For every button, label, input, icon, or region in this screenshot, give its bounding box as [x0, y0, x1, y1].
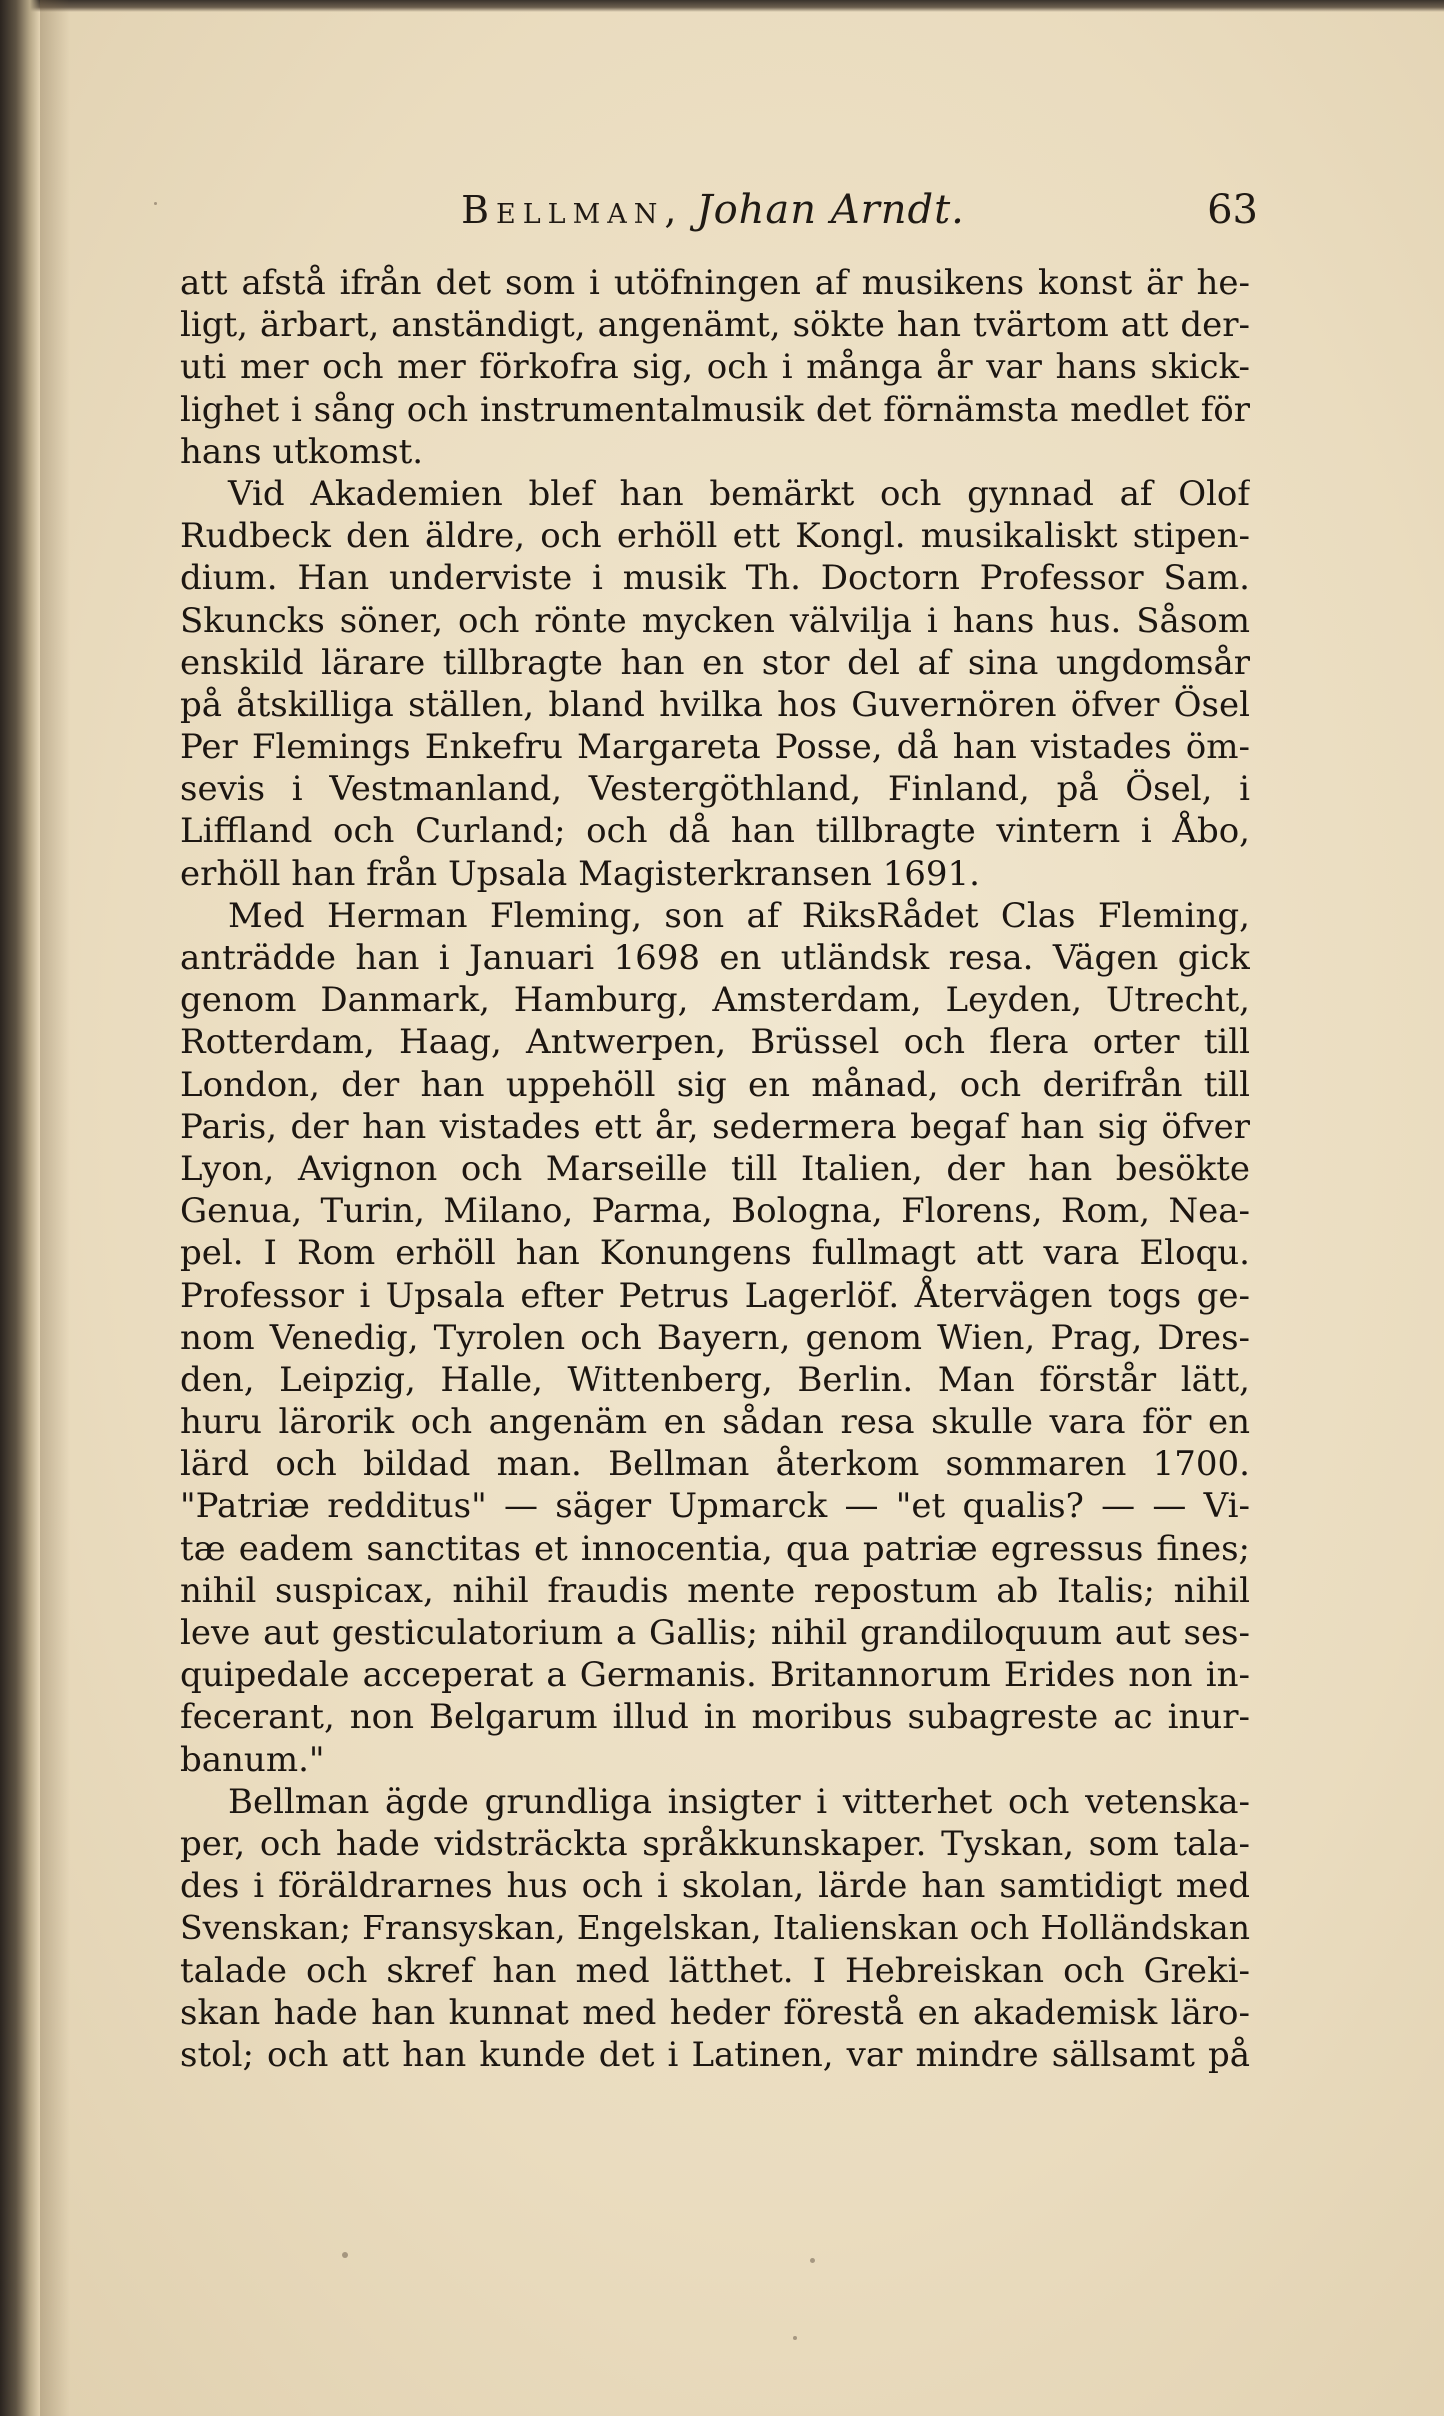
text-line: Lyon, Avignon och Marseille till Italien, der han besökte [180, 1148, 1250, 1189]
text-line: skan hade han kunnat med heder förestå en akademisk läro- [180, 1992, 1250, 2033]
running-title-name: Bellman, [461, 188, 684, 232]
text-line: pel. I Rom erhöll han Konungens fullmagt att vara Eloqu. [180, 1233, 1250, 1274]
text-line: leve aut gesticulatorium a Gallis; nihil grandiloquum aut ses- [180, 1613, 1250, 1653]
running-title-given-names: Johan Arndt. [696, 187, 965, 233]
text-line: nom Venedig, Tyrolen och Bayern, genom Wien, Prag, Dres- [180, 1317, 1250, 1358]
text-line: des i föräldrarnes hus och i skolan, lärde han samtidigt med [180, 1866, 1250, 1907]
page-header [168, 180, 1258, 240]
text-line: ligt, ärbart, anständigt, angenämt, sökte han tvärtom att der- [180, 305, 1250, 346]
text-line: lighet i sång och instrumentalmusik det förnämsta medlet för [180, 389, 1250, 430]
text-line: tæ eadem sanctitas et innocentia, qua patriæ egressus fines; [180, 1528, 1250, 1569]
text-line: "Patriæ redditus" — säger Upmarck — "et qualis? — — Vi- [180, 1486, 1250, 1527]
text-line: Rotterdam, Haag, Antwerpen, Brüssel och flera orter till [180, 1022, 1250, 1063]
text-line: uti mer och mer förkofra sig, och i många år var hans skick- [180, 347, 1250, 388]
text-line: lärd och bildad man. Bellman återkom sommaren 1700. [180, 1444, 1250, 1485]
page-number: 63 [1207, 187, 1258, 233]
text-line: London, der han uppehöll sig en månad, och derifrån till [180, 1064, 1250, 1105]
text-line: Paris, der han vistades ett år, sedermera begaf han sig öfver [180, 1106, 1250, 1147]
text-line: erhöll han från Upsala Magisterkransen 1691. [180, 853, 980, 894]
text-line: stol; och att han kunde det i Latinen, var mindre sällsamt på [180, 2034, 1250, 2075]
text-line: banum." [180, 1739, 325, 1780]
text-line: talade och skref han med lätthet. I Hebreiskan och Greki- [180, 1950, 1250, 1991]
text-line: Liffland och Curland; och då han tillbragte vintern i Åbo, [180, 811, 1250, 852]
binding-edge [0, 0, 40, 2416]
text-line: Per Flemings Enkefru Margareta Posse, då han vistades öm- [180, 727, 1250, 768]
text-line: att afstå ifrån det som i utöfningen af musikens konst är he- [180, 263, 1250, 303]
text-line: Bellman ägde grundliga insigter i vitterhet och vetenska- [228, 1781, 1250, 1822]
text-line: Vid Akademien blef han bemärkt och gynnad af Olof [228, 473, 1250, 514]
text-line: per, och hade vidsträckta språkkunskaper. Tyskan, som tala- [180, 1823, 1250, 1864]
running-title [168, 180, 1258, 240]
text-line: dium. Han underviste i musik Th. Doctorn Professor Sam. [180, 558, 1250, 599]
text-line: Svenskan; Fransyskan, Engelskan, Italienskan och Holländskan [180, 1908, 1250, 1948]
text-line: på åtskilliga ställen, bland hvilka hos Guvernören öfver Ösel [180, 684, 1250, 725]
text-line: den, Leipzig, Halle, Wittenberg, Berlin. Man förstår lätt, [180, 1359, 1250, 1400]
text-line: genom Danmark, Hamburg, Amsterdam, Leyden, Utrecht, [180, 980, 1250, 1021]
text-line: Skuncks söner, och rönte mycken välvilja i hans hus. Såsom [180, 600, 1250, 641]
text-line: Med Herman Fleming, son af RiksRådet Clas Fleming, [228, 895, 1250, 936]
body-text [180, 262, 1250, 2076]
text-line: enskild lärare tillbragte han en stor del af sina ungdomsår [180, 642, 1250, 683]
ink-speck [154, 202, 157, 205]
text-line: anträdde han i Januari 1698 en utländsk resa. Vägen gick [180, 938, 1250, 978]
text-line: fecerant, non Belgarum illud in moribus subagreste ac inur- [180, 1697, 1250, 1738]
text-line: sevis i Vestmanland, Vestergöthland, Finland, på Ösel, i [180, 769, 1250, 810]
ink-speck [793, 2336, 797, 2340]
text-line: Professor i Upsala efter Petrus Lagerlöf. Återvägen togs ge- [180, 1275, 1250, 1316]
binding-shadow [40, 0, 70, 2416]
text-line: huru lärorik och angenäm en sådan resa skulle vara för en [180, 1402, 1250, 1443]
text-line: nihil suspicax, nihil fraudis mente repostum ab Italis; nihil [180, 1570, 1250, 1611]
text-line: Rudbeck den äldre, och erhöll ett Kongl. musikaliskt stipen- [180, 516, 1250, 557]
text-line: hans utkomst. [180, 431, 424, 472]
text-line: quipedale acceperat a Germanis. Britannorum Erides non in- [180, 1655, 1250, 1696]
text-line: Genua, Turin, Milano, Parma, Bologna, Florens, Rom, Nea- [180, 1191, 1250, 1232]
ink-speck [810, 2258, 815, 2263]
ink-speck [342, 2252, 348, 2258]
page-top-edge [0, 0, 1444, 12]
